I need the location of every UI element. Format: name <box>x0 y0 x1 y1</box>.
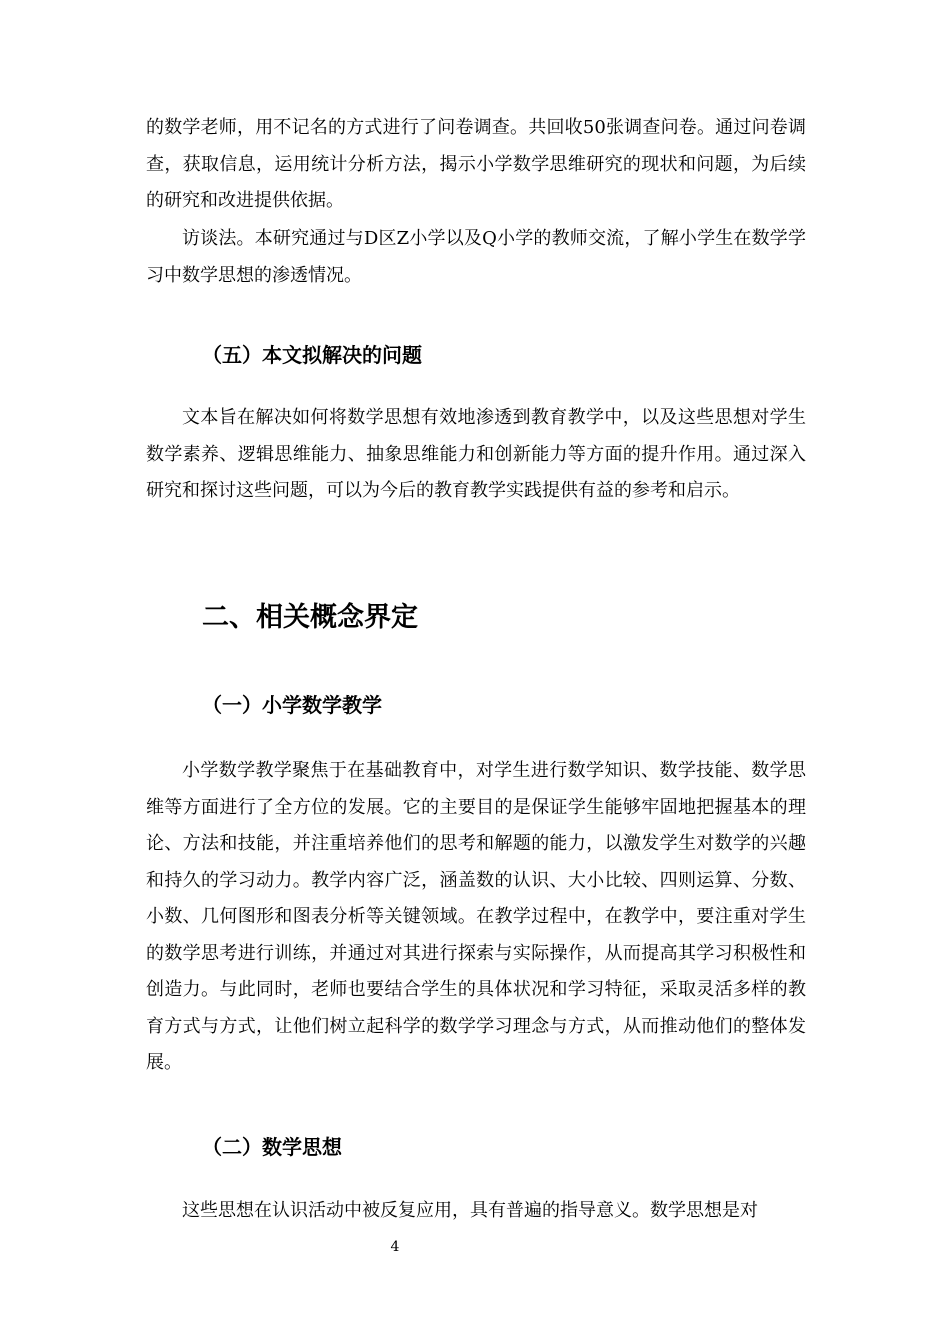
chapter-heading-2: 二、相关概念界定 <box>202 602 418 633</box>
body-paragraph-interview: 访谈法。本研究通过与D区Z小学以及Q小学的教师交流，了解小学生在数学学习中数学思想的渗透情况。 <box>146 228 806 286</box>
body-paragraph-math-teaching: 小学数学教学聚焦于在基础教育中，对学生进行数学知识、数学技能、数学思维等方面进行了全方位的发展。它的主要目的是保证学生能够牢固地把握基本的理论、方法和技能，并注重培养他们的思考和解题的能力，以激发学生对数学的兴趣和持久的学习动力。教学内容广泛，涵盖数的认识、大小比较、四则运算、分数、小数、几何图形和图表分析等关键领域。在教学过程中，在教学中，要注重对学生的数学思考进行训练，并通过对其进行探索与实际操作，从而提高其学习积极性和创造力。与此同时，老师也要结合学生的具体状况和学习特征，采取灵活多样的教育方式与方式，让他们树立起科学的数学学习理念与方式，从而推动他们的整体发展。 <box>146 760 806 1073</box>
subsection-heading-2: （二）数学思想 <box>202 1135 342 1159</box>
body-paragraph-survey: 的数学老师，用不记名的方式进行了问卷调查。共回收50张调查问卷。通过问卷调查，获取信息，运用统计分析方法，揭示小学数学思维研究的现状和问题，为后续的研究和改进提供依据。 <box>146 117 806 211</box>
body-paragraph-math-thought: 这些思想在认识活动中被反复应用，具有普遍的指导意义。数学思想是对 <box>182 1200 758 1221</box>
body-paragraph-problems: 文本旨在解决如何将数学思想有效地渗透到教育教学中，以及这些思想对学生数学素养、逻辑思维能力、抽象思维能力和创新能力等方面的提升作用。通过深入研究和探讨这些问题，可以为今后的教育教学实践提供有益的参考和启示。 <box>146 407 806 501</box>
page-number: 4 <box>390 1239 400 1255</box>
section-heading-5: （五）本文拟解决的问题 <box>202 343 422 367</box>
subsection-heading-1: （一）小学数学教学 <box>202 693 382 717</box>
